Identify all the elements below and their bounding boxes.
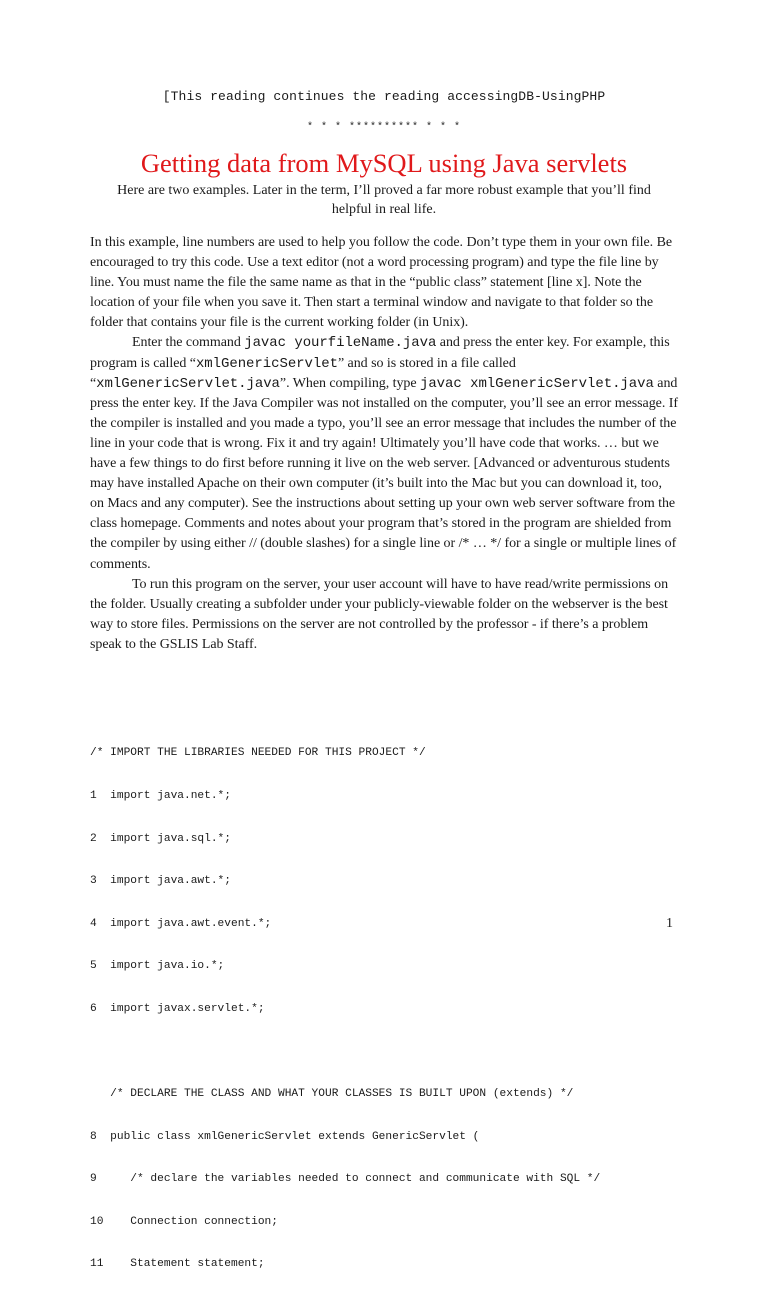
command-javac-filename: javac yourfileName.java xyxy=(244,335,437,352)
paragraph-compile-text-2: and press the enter key. For example, this program is called “ xyxy=(90,335,670,371)
code-listing xyxy=(90,718,690,1300)
paragraph-compile-text-3: ” and so is stored in a file called “ xyxy=(90,355,516,391)
code-line: 11 Statement statement; xyxy=(90,1258,265,1271)
code-line: 6 import javax.servlet.*; xyxy=(90,1002,265,1015)
code-line: 5 import java.io.*; xyxy=(90,960,225,973)
body-text xyxy=(90,233,678,655)
page-number: 1 xyxy=(666,916,673,931)
code-gap xyxy=(90,1045,690,1059)
code-line: 10 Connection connection; xyxy=(90,1215,278,1228)
paragraph-compile-text-1: Enter the command xyxy=(132,335,245,351)
intro-note: [This reading continues the reading accessingDB-UsingPHP xyxy=(162,89,606,104)
command-javac-program: javac xmlGenericServlet.java xyxy=(419,375,654,392)
code-line: /* DECLARE THE CLASS AND WHAT YOUR CLASSES IS BUILT UPON (extends) */ xyxy=(90,1087,574,1100)
subtitle: Here are two examples. Later in the term, I’ll proved a far more robust example that you’ll find helpful in real life. xyxy=(117,183,651,217)
code-line: /* IMPORT THE LIBRARIES NEEDED FOR THIS PROJECT */ xyxy=(90,747,426,760)
paragraph-compile-text-4: ”. When compiling, type xyxy=(279,375,420,391)
paragraph-permissions: To run this program on the server, your user account will have to have read/write permissions on the folder. Usually creating a subfolder under your publicly-viewable folder on the webserver is the best way to store files. Permissions on the server are not controlled by the professor - if there’s a problem speak to the GSLIS Lab Staff. xyxy=(90,576,669,652)
code-line: 2 import java.sql.*; xyxy=(90,832,231,845)
paragraph-compile-text-5: and press the enter key. If the Java Compiler was not installed on the computer, you’ll see an error message. If the compiler is installed and you made a typo, you’ll see an error message that includes the number of the line in your code that is wrong. Fix it and try again! Ultimately you’ll have code that works. … but we have a few things to do first before running it live on the web server. [Advanced or adventurous students may have installed Apache on their own computer (it’s built into the Mac but you can download it, too, on Macs and any computer). See the instructions about setting up your own web server software from the class homepage. Comments and notes about your program that’s stored in the program are shielded from the compiler by using either // (double slashes) for a single line or /* … */ for a single or multiple lines of comments. xyxy=(90,375,678,572)
code-line: 4 import java.awt.event.*; xyxy=(90,917,272,930)
page-title: Getting data from MySQL using Java servlets xyxy=(140,148,628,178)
code-line: 3 import java.awt.*; xyxy=(90,875,231,888)
code-line: 9 /* declare the variables needed to connect and communicate with SQL */ xyxy=(90,1173,601,1186)
paragraph-compile xyxy=(90,333,678,574)
paragraph-intro: In this example, line numbers are used to help you follow the code. Don’t type them in your own file. Be encouraged to try this code. Use a text editor (not a word processing program) and type the file line by line. You must name the file the same name as that in the “public class” statement [line x]. Note the location of your file when you save it. Then start a terminal window and navigate to that folder so the folder that contains your file is the current working folder (in Unix). xyxy=(90,235,673,331)
code-line: 1 import java.net.*; xyxy=(90,790,231,802)
program-file-name: xmlGenericServlet.java xyxy=(96,375,280,392)
program-name: xmlGenericServlet xyxy=(195,355,338,372)
code-line: 8 public class xmlGenericServlet extends GenericServlet ( xyxy=(90,1130,480,1143)
section-separator: * * * ********** * * * xyxy=(306,122,462,133)
